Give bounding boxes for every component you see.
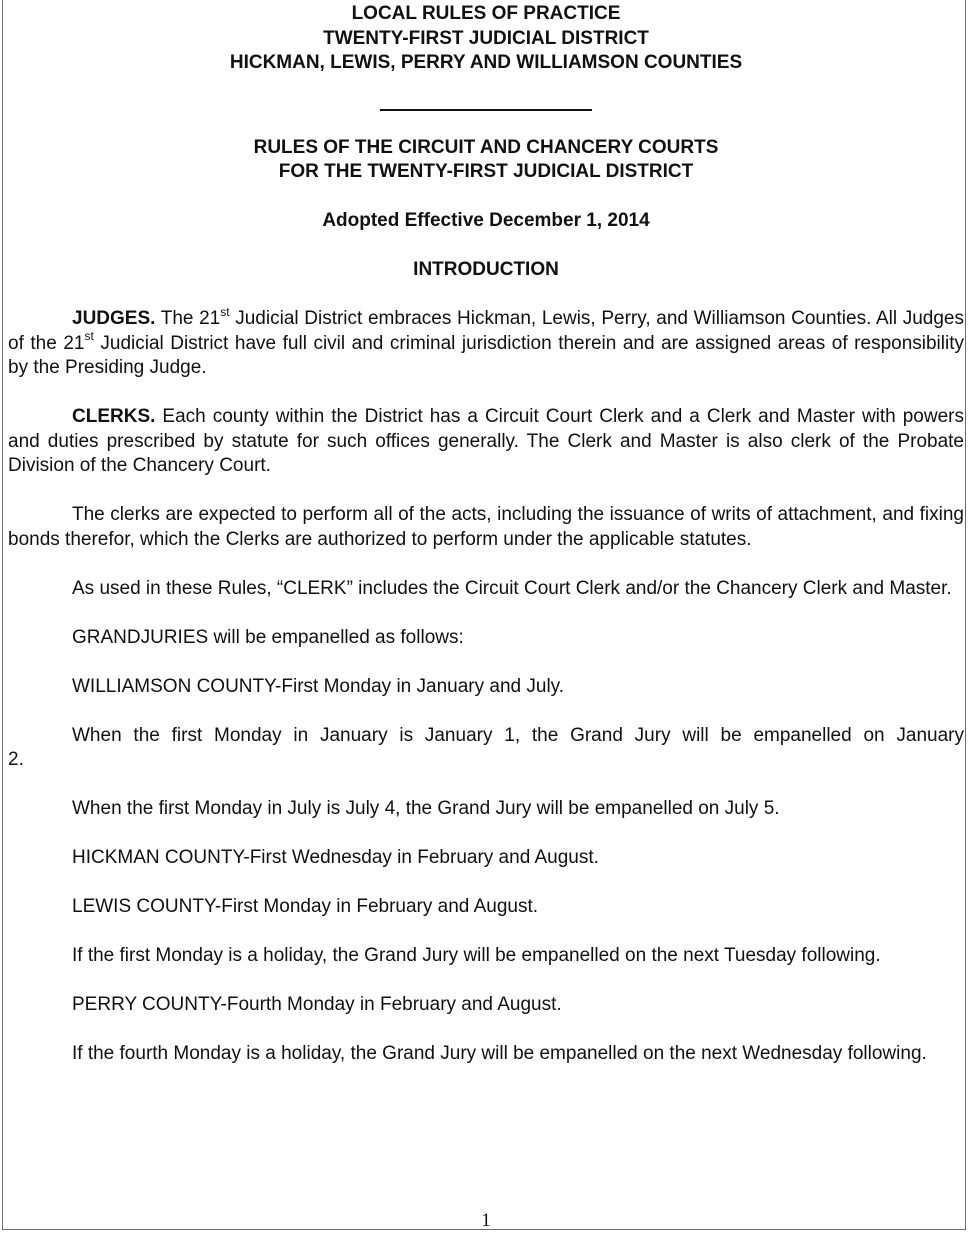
clerk-definition-paragraph: As used in these Rules, “CLERK” includes the Circuit Court Clerk and/or the Chancery Clerk and Master. — [72, 577, 952, 599]
ordinal-suffix: st — [220, 304, 230, 319]
clerks-text: Each county within the District has a Circuit Court Clerk and a Clerk and Master with powers and duties prescribed by statute for such offices generally. The Clerk and Master is also clerk of the Probate Division of the Chancery Court. — [8, 406, 964, 476]
judges-text-2: Judicial District embraces Hickman, Lewis, Perry, and Williamson Counties. All Judges of the 21 — [8, 308, 964, 354]
judges-heading: JUDGES. — [72, 308, 156, 329]
judges-text-1: The 21 — [155, 308, 221, 329]
document-title — [8, 2, 964, 76]
document-body — [8, 2, 964, 1067]
lewis-county-schedule: LEWIS COUNTY-First Monday in February and August. — [72, 896, 539, 917]
page-number: 1 — [481, 1210, 491, 1231]
perry-holiday-rule: If the fourth Monday is a holiday, the Grand Jury will be empanelled on the next Wednesday following. — [72, 1043, 927, 1064]
williamson-county-schedule: WILLIAMSON COUNTY-First Monday in January and July. — [72, 675, 565, 697]
title-line-3: HICKMAN, LEWIS, PERRY AND WILLIAMSON COUNTIES — [229, 52, 743, 73]
adopted-date: Adopted Effective December 1, 2014 — [322, 210, 650, 231]
section-heading: INTRODUCTION — [413, 259, 559, 280]
clerks-heading: CLERKS. — [72, 406, 156, 427]
subtitle-line-2: FOR THE TWENTY-FIRST JUDICIAL DISTRICT — [278, 161, 694, 182]
title-line-2: TWENTY-FIRST JUDICIAL DISTRICT — [323, 27, 649, 49]
perry-county-schedule: PERRY COUNTY-Fourth Monday in February and August. — [72, 994, 562, 1015]
subtitle-line-1: RULES OF THE CIRCUIT AND CHANCERY COURTS — [253, 136, 719, 158]
lewis-holiday-rule: If the first Monday is a holiday, the Grand Jury will be empanelled on the next Tuesday following. — [72, 945, 881, 966]
hickman-county-schedule: HICKMAN COUNTY-First Wednesday in February and August. — [72, 847, 599, 868]
grand-juries-intro: GRANDJURIES will be empanelled as follows: — [72, 626, 464, 648]
title-line-1: LOCAL RULES OF PRACTICE — [351, 3, 621, 24]
january-rule-text: When the first Monday in January is January 1, the Grand Jury will be empanelled on January — [72, 724, 964, 746]
clerks-duties-paragraph: The clerks are expected to perform all of the acts, including the issuance of writs of attachment, and fixing bonds therefor, which the Clerks are authorized to perform under the applicable statutes. — [8, 504, 964, 550]
clerks-paragraph — [8, 405, 964, 479]
judges-paragraph — [8, 304, 964, 381]
july-rule-text: When the first Monday in July is July 4, the Grand Jury will be empanelled on July 5. — [72, 798, 780, 819]
january-rule-end: 2. — [8, 749, 24, 770]
judges-text-3: Judicial District have full civil and criminal jurisdiction therein and are assigned areas of responsibility by the Presiding Judge. — [8, 332, 964, 378]
rules-subtitle — [8, 136, 964, 185]
ordinal-suffix: st — [84, 329, 94, 344]
